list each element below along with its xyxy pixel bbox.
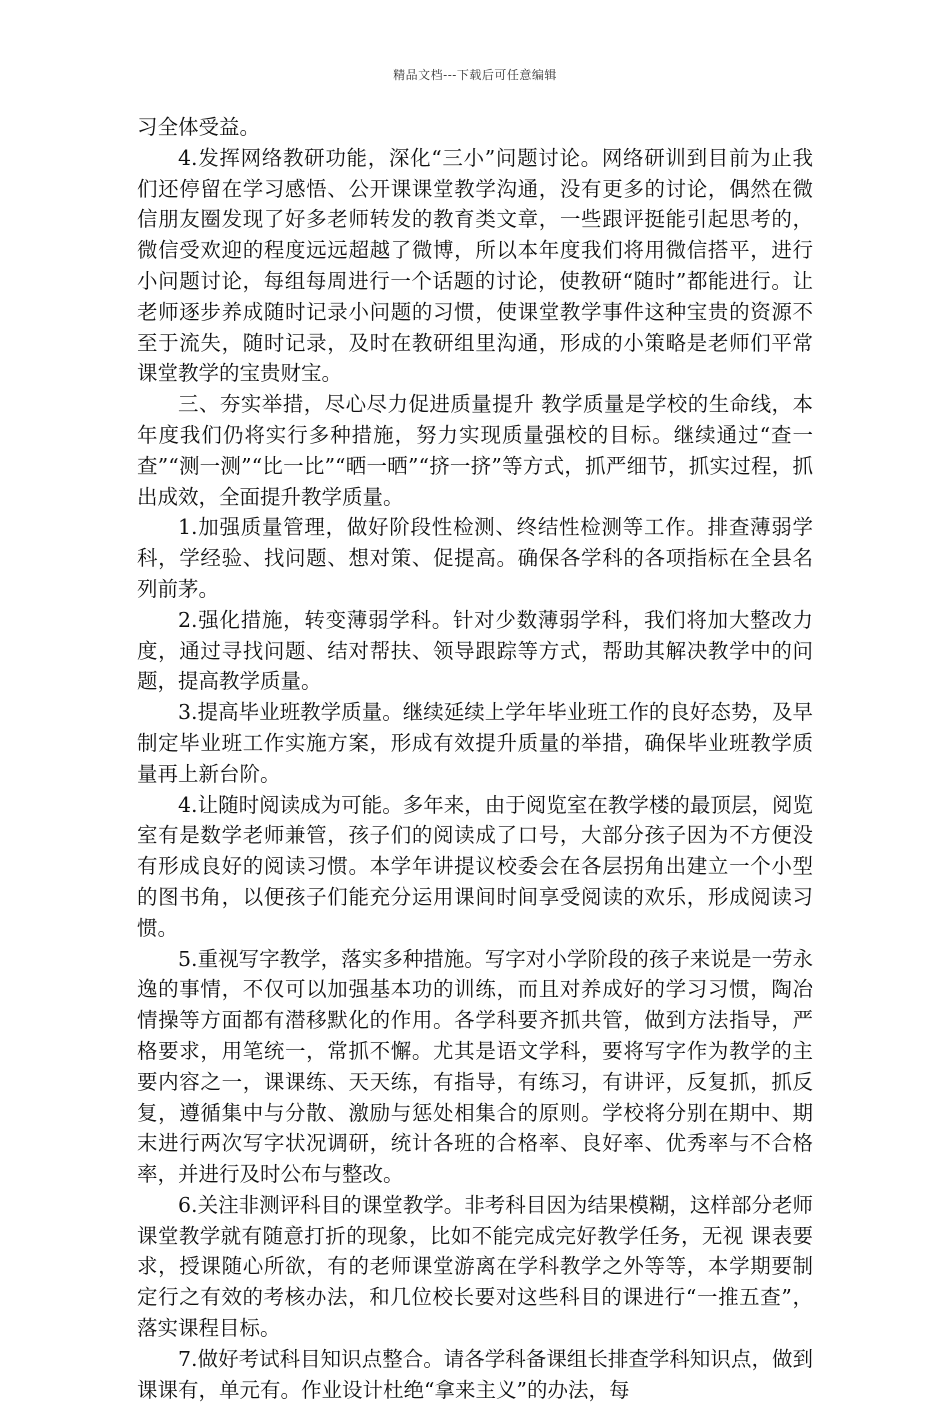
document-body xyxy=(137,112,813,1405)
paragraph: 5.重视写字教学，落实多种措施。写字对小学阶段的孩子来说是一劳永逸的事情，不仅可以加强基本功的训练，而且对养成好的学习习惯，陶冶情操等方面都有潜移默化的作用。各学科要齐抓共管，做到方法指导，严格要求，用笔统一，常抓不懈。尤其是语文学科，要将写字作为教学的主要内容之一，课课练、天天练，有指导，有练习，有讲评，反复抓，抓反复，遵循集中与分散、激励与惩处相集合的原则。学校将分别在期中、期末进行两次写字状况调研，统计各班的合格率、良好率、优秀率与不合格率，并进行及时公布与整改。 xyxy=(137,946,813,1187)
paragraph: 习全体受益。 xyxy=(137,115,260,139)
paragraph: 6.关注非测评科目的课堂教学。非考科目因为结果模糊，这样部分老师课堂教学就有随意打折的现象，比如不能完成完好教学任务，无视 课表要求，授课随心所欲，有的老师课堂游离在学科教学之外等等，本学期要制定行之有效的考核办法，和几位校长要对这些科目的课进行“一推五查”，落实课程目标。 xyxy=(137,1192,813,1341)
paragraph: 2.强化措施，转变薄弱学科。针对少数薄弱学科，我们将加大整改力度，通过寻找问题、结对帮扶、领导跟踪等方式，帮助其解决教学中的问题，提高教学质量。 xyxy=(137,607,813,694)
paragraph: 7.做好考试科目知识点整合。请各学科备课组长排查学科知识点，做到课课有，单元有。作业设计杜绝“拿来主义”的办法，每 xyxy=(137,1346,813,1402)
paragraph: 4.发挥网络教研功能，深化“三小”问题讨论。网络研训到目前为止我们还停留在学习感悟、公开课课堂教学沟通，没有更多的讨论，偶然在微信朋友圈发现了好多老师转发的教育类文章，一些跟评挺能引起思考的，微信受欢迎的程度远远超越了微博，所以本年度我们将用微信搭平，进行小问题讨论，每组每周进行一个话题的讨论，使教研“随时”都能进行。让老师逐步养成随时记录小问题的习惯，使课堂教学事件这种宝贵的资源不至于流失，随时记录，及时在教研组里沟通，形成的小策略是老师们平常课堂教学的宝贵财宝。 xyxy=(137,145,813,386)
paragraph: 1.加强质量管理，做好阶段性检测、终结性检测等工作。排查薄弱学科，学经验、找问题、想对策、促提高。确保各学科的各项指标在全县名列前茅。 xyxy=(137,515,813,601)
page-header: 精品文档---下载后可任意编辑 xyxy=(393,68,557,82)
paragraph: 三、夯实举措，尽心尽力促进质量提升 教学质量是学校的生命线，本年度我们仍将实行多种措施，努力实现质量强校的目标。继续通过“查一查”“测一测”“比一比”“晒一晒”“挤一挤”等方式，抓严细节，抓实过程，抓出成效，全面提升教学质量。 xyxy=(137,392,813,509)
paragraph: 4.让随时阅读成为可能。多年来，由于阅览室在教学楼的最顶层，阅览室有是数学老师兼管，孩子们的阅读成了口号，大部分孩子因为不方便没有形成良好的阅读习惯。本学年讲提议校委会在各层拐角出建立一个小型的图书角，以便孩子们能充分运用课间时间享受阅读的欢乐，形成阅读习惯。 xyxy=(137,792,813,940)
paragraph: 3.提高毕业班教学质量。继续延续上学年毕业班工作的良好态势，及早制定毕业班工作实施方案，形成有效提升质量的举措，确保毕业班教学质量再上新台阶。 xyxy=(137,700,813,786)
